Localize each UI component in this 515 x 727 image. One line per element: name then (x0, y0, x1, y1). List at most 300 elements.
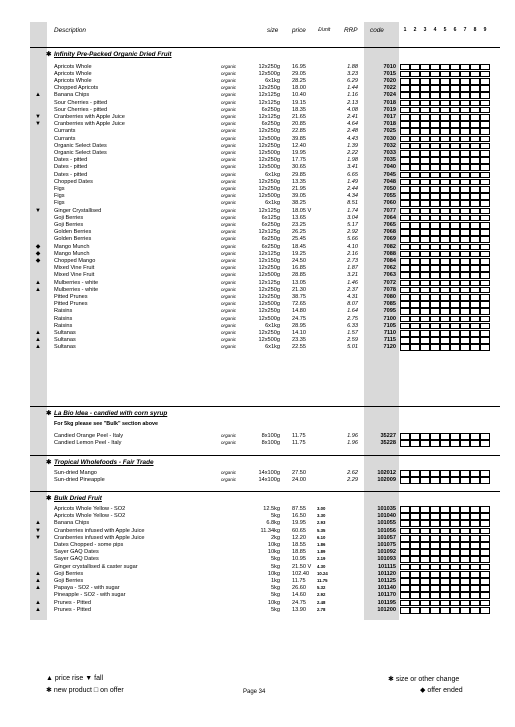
order-quantity-cell[interactable] (420, 308, 430, 315)
order-quantity-cell[interactable] (420, 571, 430, 578)
order-quantity-cell[interactable] (450, 200, 460, 207)
order-quantity-cell[interactable] (460, 121, 470, 128)
order-quantity-cell[interactable] (450, 316, 460, 323)
order-quantity-cell[interactable] (410, 136, 420, 143)
order-quantity-cell[interactable] (420, 280, 430, 287)
order-quantity-cell[interactable] (470, 258, 480, 265)
order-quantity-cell[interactable] (460, 208, 470, 215)
order-quantity-cell[interactable] (430, 193, 440, 200)
order-quantity-cell[interactable] (460, 280, 470, 287)
order-quantity-cell[interactable] (410, 100, 420, 107)
order-quantity-cell[interactable] (410, 301, 420, 308)
order-quantity-cell[interactable] (430, 294, 440, 301)
order-quantity-cell[interactable] (430, 265, 440, 272)
order-quantity-cell[interactable] (410, 107, 420, 114)
order-quantity-cell[interactable] (410, 571, 420, 578)
order-quantity-cell[interactable] (440, 78, 450, 85)
order-quantity-cell[interactable] (460, 542, 470, 549)
order-quantity-cell[interactable] (450, 186, 460, 193)
order-quantity-cell[interactable] (450, 272, 460, 279)
order-quantity-cell[interactable] (440, 258, 450, 265)
order-quantity-cell[interactable] (400, 150, 410, 157)
order-quantity-cell[interactable] (420, 323, 430, 330)
order-quantity-cell[interactable] (420, 272, 430, 279)
order-quantity-cell[interactable] (480, 251, 490, 258)
order-quantity-cell[interactable] (480, 150, 490, 157)
order-quantity-cell[interactable] (480, 128, 490, 135)
order-quantity-cell[interactable] (410, 251, 420, 258)
order-quantity-cell[interactable] (430, 236, 440, 243)
order-quantity-cell[interactable] (420, 208, 430, 215)
order-quantity-cell[interactable] (400, 470, 410, 477)
order-quantity-cell[interactable] (400, 128, 410, 135)
order-quantity-cell[interactable] (410, 244, 420, 251)
order-quantity-cell[interactable] (400, 542, 410, 549)
order-quantity-cell[interactable] (470, 337, 480, 344)
order-quantity-cell[interactable] (470, 592, 480, 599)
order-quantity-cell[interactable] (470, 92, 480, 99)
order-quantity-cell[interactable] (420, 600, 430, 607)
order-quantity-cell[interactable] (460, 571, 470, 578)
order-quantity-cell[interactable] (420, 193, 430, 200)
order-quantity-cell[interactable] (440, 85, 450, 92)
order-quantity-cell[interactable] (430, 164, 440, 171)
order-quantity-cell[interactable] (430, 179, 440, 186)
order-quantity-cell[interactable] (470, 308, 480, 315)
order-quantity-cell[interactable] (430, 157, 440, 164)
order-quantity-cell[interactable] (440, 520, 450, 527)
order-quantity-cell[interactable] (440, 179, 450, 186)
order-quantity-cell[interactable] (460, 316, 470, 323)
order-quantity-cell[interactable] (420, 549, 430, 556)
order-quantity-cell[interactable] (400, 208, 410, 215)
order-quantity-cell[interactable] (450, 344, 460, 351)
order-quantity-cell[interactable] (400, 179, 410, 186)
order-quantity-cell[interactable] (410, 200, 420, 207)
order-quantity-cell[interactable] (410, 528, 420, 535)
order-quantity-cell[interactable] (430, 272, 440, 279)
order-quantity-cell[interactable] (470, 236, 480, 243)
order-quantity-cell[interactable] (400, 585, 410, 592)
order-quantity-cell[interactable] (470, 294, 480, 301)
order-quantity-cell[interactable] (480, 179, 490, 186)
order-quantity-cell[interactable] (470, 607, 480, 614)
order-quantity-cell[interactable] (410, 600, 420, 607)
order-quantity-cell[interactable] (440, 186, 450, 193)
order-quantity-cell[interactable] (400, 71, 410, 78)
order-quantity-cell[interactable] (450, 71, 460, 78)
order-quantity-cell[interactable] (430, 528, 440, 535)
order-quantity-cell[interactable] (420, 337, 430, 344)
order-quantity-cell[interactable] (440, 236, 450, 243)
order-quantity-cell[interactable] (470, 78, 480, 85)
order-quantity-cell[interactable] (400, 114, 410, 121)
order-quantity-cell[interactable] (440, 222, 450, 229)
order-quantity-cell[interactable] (470, 244, 480, 251)
order-quantity-cell[interactable] (480, 506, 490, 513)
order-quantity-cell[interactable] (410, 549, 420, 556)
order-quantity-cell[interactable] (400, 280, 410, 287)
order-quantity-cell[interactable] (440, 571, 450, 578)
order-quantity-cell[interactable] (410, 585, 420, 592)
order-quantity-cell[interactable] (400, 222, 410, 229)
order-quantity-cell[interactable] (410, 114, 420, 121)
order-quantity-cell[interactable] (420, 128, 430, 135)
order-quantity-cell[interactable] (430, 208, 440, 215)
order-quantity-cell[interactable] (480, 316, 490, 323)
order-quantity-cell[interactable] (430, 258, 440, 265)
order-quantity-cell[interactable] (400, 215, 410, 222)
order-quantity-cell[interactable] (400, 92, 410, 99)
order-quantity-cell[interactable] (440, 193, 450, 200)
order-quantity-cell[interactable] (460, 186, 470, 193)
order-quantity-cell[interactable] (470, 571, 480, 578)
order-quantity-cell[interactable] (480, 229, 490, 236)
order-quantity-cell[interactable] (400, 157, 410, 164)
order-quantity-cell[interactable] (420, 433, 430, 440)
order-quantity-cell[interactable] (420, 215, 430, 222)
order-quantity-cell[interactable] (410, 280, 420, 287)
order-quantity-cell[interactable] (430, 323, 440, 330)
order-quantity-cell[interactable] (450, 600, 460, 607)
order-quantity-cell[interactable] (440, 92, 450, 99)
order-quantity-cell[interactable] (470, 330, 480, 337)
order-quantity-cell[interactable] (410, 556, 420, 563)
order-quantity-cell[interactable] (470, 208, 480, 215)
order-quantity-cell[interactable] (440, 64, 450, 71)
order-quantity-cell[interactable] (450, 107, 460, 114)
order-quantity-cell[interactable] (450, 85, 460, 92)
order-quantity-cell[interactable] (480, 280, 490, 287)
order-quantity-cell[interactable] (400, 272, 410, 279)
order-quantity-cell[interactable] (480, 92, 490, 99)
order-quantity-cell[interactable] (450, 172, 460, 179)
order-quantity-cell[interactable] (450, 506, 460, 513)
order-quantity-cell[interactable] (420, 222, 430, 229)
order-quantity-cell[interactable] (420, 585, 430, 592)
order-quantity-cell[interactable] (470, 200, 480, 207)
order-quantity-cell[interactable] (450, 535, 460, 542)
order-quantity-cell[interactable] (400, 506, 410, 513)
order-quantity-cell[interactable] (460, 556, 470, 563)
order-quantity-cell[interactable] (420, 229, 430, 236)
order-quantity-cell[interactable] (430, 215, 440, 222)
order-quantity-cell[interactable] (450, 164, 460, 171)
order-quantity-cell[interactable] (470, 143, 480, 150)
order-quantity-cell[interactable] (470, 528, 480, 535)
order-quantity-cell[interactable] (430, 92, 440, 99)
order-quantity-cell[interactable] (480, 600, 490, 607)
order-quantity-cell[interactable] (480, 301, 490, 308)
order-quantity-cell[interactable] (480, 549, 490, 556)
order-quantity-cell[interactable] (470, 164, 480, 171)
order-quantity-cell[interactable] (480, 535, 490, 542)
order-quantity-cell[interactable] (450, 542, 460, 549)
order-quantity-cell[interactable] (420, 107, 430, 114)
order-quantity-cell[interactable] (440, 323, 450, 330)
order-quantity-cell[interactable] (410, 272, 420, 279)
order-quantity-cell[interactable] (480, 344, 490, 351)
order-quantity-cell[interactable] (400, 323, 410, 330)
order-quantity-cell[interactable] (470, 251, 480, 258)
order-quantity-cell[interactable] (400, 477, 410, 484)
order-quantity-cell[interactable] (470, 542, 480, 549)
order-quantity-cell[interactable] (410, 208, 420, 215)
order-quantity-cell[interactable] (400, 578, 410, 585)
order-quantity-cell[interactable] (480, 556, 490, 563)
order-quantity-cell[interactable] (460, 513, 470, 520)
order-quantity-cell[interactable] (410, 592, 420, 599)
order-quantity-cell[interactable] (480, 208, 490, 215)
order-quantity-cell[interactable] (420, 477, 430, 484)
order-quantity-cell[interactable] (450, 513, 460, 520)
order-quantity-cell[interactable] (440, 308, 450, 315)
order-quantity-cell[interactable] (420, 150, 430, 157)
order-quantity-cell[interactable] (440, 470, 450, 477)
order-quantity-cell[interactable] (440, 121, 450, 128)
order-quantity-cell[interactable] (420, 301, 430, 308)
order-quantity-cell[interactable] (410, 344, 420, 351)
order-quantity-cell[interactable] (460, 172, 470, 179)
order-quantity-cell[interactable] (470, 280, 480, 287)
order-quantity-cell[interactable] (420, 528, 430, 535)
order-quantity-cell[interactable] (460, 128, 470, 135)
order-quantity-cell[interactable] (440, 564, 450, 571)
order-quantity-cell[interactable] (430, 344, 440, 351)
order-quantity-cell[interactable] (410, 337, 420, 344)
order-quantity-cell[interactable] (430, 513, 440, 520)
order-quantity-cell[interactable] (440, 316, 450, 323)
order-quantity-cell[interactable] (430, 556, 440, 563)
order-quantity-cell[interactable] (470, 179, 480, 186)
order-quantity-cell[interactable] (460, 549, 470, 556)
order-quantity-cell[interactable] (470, 477, 480, 484)
order-quantity-cell[interactable] (440, 556, 450, 563)
order-quantity-cell[interactable] (420, 564, 430, 571)
order-quantity-cell[interactable] (470, 323, 480, 330)
order-quantity-cell[interactable] (430, 592, 440, 599)
order-quantity-cell[interactable] (460, 323, 470, 330)
order-quantity-cell[interactable] (400, 64, 410, 71)
order-quantity-cell[interactable] (400, 564, 410, 571)
order-quantity-cell[interactable] (460, 294, 470, 301)
order-quantity-cell[interactable] (410, 128, 420, 135)
order-quantity-cell[interactable] (400, 136, 410, 143)
order-quantity-cell[interactable] (440, 71, 450, 78)
order-quantity-cell[interactable] (480, 542, 490, 549)
order-quantity-cell[interactable] (400, 287, 410, 294)
order-quantity-cell[interactable] (420, 542, 430, 549)
order-quantity-cell[interactable] (450, 128, 460, 135)
order-quantity-cell[interactable] (480, 592, 490, 599)
order-quantity-cell[interactable] (440, 440, 450, 447)
order-quantity-cell[interactable] (450, 287, 460, 294)
order-quantity-cell[interactable] (410, 186, 420, 193)
order-quantity-cell[interactable] (460, 100, 470, 107)
order-quantity-cell[interactable] (480, 215, 490, 222)
order-quantity-cell[interactable] (420, 506, 430, 513)
order-quantity-cell[interactable] (470, 172, 480, 179)
order-quantity-cell[interactable] (400, 85, 410, 92)
order-quantity-cell[interactable] (410, 506, 420, 513)
order-quantity-cell[interactable] (470, 344, 480, 351)
order-quantity-cell[interactable] (400, 607, 410, 614)
order-quantity-cell[interactable] (450, 150, 460, 157)
order-quantity-cell[interactable] (400, 528, 410, 535)
order-quantity-cell[interactable] (400, 229, 410, 236)
order-quantity-cell[interactable] (450, 208, 460, 215)
order-quantity-cell[interactable] (430, 433, 440, 440)
order-quantity-cell[interactable] (430, 549, 440, 556)
order-quantity-cell[interactable] (460, 344, 470, 351)
order-quantity-cell[interactable] (470, 556, 480, 563)
order-quantity-cell[interactable] (470, 71, 480, 78)
order-quantity-cell[interactable] (480, 330, 490, 337)
order-quantity-cell[interactable] (460, 136, 470, 143)
order-quantity-cell[interactable] (480, 337, 490, 344)
order-quantity-cell[interactable] (480, 186, 490, 193)
order-quantity-cell[interactable] (480, 607, 490, 614)
order-quantity-cell[interactable] (410, 150, 420, 157)
order-quantity-cell[interactable] (410, 78, 420, 85)
order-quantity-cell[interactable] (420, 520, 430, 527)
order-quantity-cell[interactable] (470, 520, 480, 527)
order-quantity-cell[interactable] (420, 258, 430, 265)
order-quantity-cell[interactable] (410, 229, 420, 236)
order-quantity-cell[interactable] (440, 600, 450, 607)
order-quantity-cell[interactable] (420, 136, 430, 143)
order-quantity-cell[interactable] (420, 114, 430, 121)
order-quantity-cell[interactable] (410, 258, 420, 265)
order-quantity-cell[interactable] (420, 440, 430, 447)
order-quantity-cell[interactable] (410, 323, 420, 330)
order-quantity-cell[interactable] (400, 294, 410, 301)
order-quantity-cell[interactable] (480, 520, 490, 527)
order-quantity-cell[interactable] (440, 542, 450, 549)
order-quantity-cell[interactable] (480, 136, 490, 143)
order-quantity-cell[interactable] (460, 607, 470, 614)
order-quantity-cell[interactable] (440, 433, 450, 440)
order-quantity-cell[interactable] (480, 64, 490, 71)
order-quantity-cell[interactable] (420, 85, 430, 92)
order-quantity-cell[interactable] (400, 78, 410, 85)
order-quantity-cell[interactable] (450, 477, 460, 484)
order-quantity-cell[interactable] (420, 294, 430, 301)
order-quantity-cell[interactable] (470, 222, 480, 229)
order-quantity-cell[interactable] (480, 157, 490, 164)
order-quantity-cell[interactable] (450, 114, 460, 121)
order-quantity-cell[interactable] (450, 136, 460, 143)
order-quantity-cell[interactable] (430, 71, 440, 78)
order-quantity-cell[interactable] (450, 100, 460, 107)
order-quantity-cell[interactable] (440, 128, 450, 135)
order-quantity-cell[interactable] (480, 323, 490, 330)
order-quantity-cell[interactable] (460, 150, 470, 157)
order-quantity-cell[interactable] (440, 100, 450, 107)
order-quantity-cell[interactable] (400, 308, 410, 315)
order-quantity-cell[interactable] (400, 592, 410, 599)
order-quantity-cell[interactable] (470, 150, 480, 157)
order-quantity-cell[interactable] (400, 107, 410, 114)
order-quantity-cell[interactable] (440, 244, 450, 251)
order-quantity-cell[interactable] (430, 506, 440, 513)
order-quantity-cell[interactable] (470, 265, 480, 272)
order-quantity-cell[interactable] (470, 85, 480, 92)
order-quantity-cell[interactable] (450, 323, 460, 330)
order-quantity-cell[interactable] (450, 607, 460, 614)
order-quantity-cell[interactable] (400, 100, 410, 107)
order-quantity-cell[interactable] (440, 208, 450, 215)
order-quantity-cell[interactable] (430, 143, 440, 150)
order-quantity-cell[interactable] (450, 556, 460, 563)
order-quantity-cell[interactable] (430, 251, 440, 258)
order-quantity-cell[interactable] (400, 344, 410, 351)
order-quantity-cell[interactable] (440, 265, 450, 272)
order-quantity-cell[interactable] (430, 172, 440, 179)
order-quantity-cell[interactable] (480, 440, 490, 447)
order-quantity-cell[interactable] (400, 535, 410, 542)
order-quantity-cell[interactable] (440, 143, 450, 150)
order-quantity-cell[interactable] (420, 172, 430, 179)
order-quantity-cell[interactable] (450, 258, 460, 265)
order-quantity-cell[interactable] (440, 164, 450, 171)
order-quantity-cell[interactable] (450, 215, 460, 222)
order-quantity-cell[interactable] (400, 440, 410, 447)
order-quantity-cell[interactable] (440, 513, 450, 520)
order-quantity-cell[interactable] (460, 528, 470, 535)
order-quantity-cell[interactable] (420, 71, 430, 78)
order-quantity-cell[interactable] (420, 244, 430, 251)
order-quantity-cell[interactable] (480, 107, 490, 114)
order-quantity-cell[interactable] (460, 564, 470, 571)
order-quantity-cell[interactable] (460, 85, 470, 92)
order-quantity-cell[interactable] (420, 92, 430, 99)
order-quantity-cell[interactable] (400, 316, 410, 323)
order-quantity-cell[interactable] (410, 222, 420, 229)
order-quantity-cell[interactable] (460, 330, 470, 337)
order-quantity-cell[interactable] (480, 143, 490, 150)
order-quantity-cell[interactable] (450, 337, 460, 344)
order-quantity-cell[interactable] (470, 272, 480, 279)
order-quantity-cell[interactable] (470, 470, 480, 477)
order-quantity-cell[interactable] (470, 564, 480, 571)
order-quantity-cell[interactable] (420, 100, 430, 107)
order-quantity-cell[interactable] (450, 528, 460, 535)
order-quantity-cell[interactable] (440, 578, 450, 585)
order-quantity-cell[interactable] (460, 244, 470, 251)
order-quantity-cell[interactable] (460, 164, 470, 171)
order-quantity-cell[interactable] (430, 229, 440, 236)
order-quantity-cell[interactable] (440, 215, 450, 222)
order-quantity-cell[interactable] (430, 600, 440, 607)
order-quantity-cell[interactable] (460, 92, 470, 99)
order-quantity-cell[interactable] (410, 179, 420, 186)
order-quantity-cell[interactable] (430, 186, 440, 193)
order-quantity-cell[interactable] (460, 200, 470, 207)
order-quantity-cell[interactable] (480, 200, 490, 207)
order-quantity-cell[interactable] (470, 578, 480, 585)
order-quantity-cell[interactable] (410, 92, 420, 99)
order-quantity-cell[interactable] (410, 287, 420, 294)
order-quantity-cell[interactable] (400, 301, 410, 308)
order-quantity-cell[interactable] (400, 556, 410, 563)
order-quantity-cell[interactable] (460, 433, 470, 440)
order-quantity-cell[interactable] (460, 78, 470, 85)
order-quantity-cell[interactable] (470, 100, 480, 107)
order-quantity-cell[interactable] (480, 294, 490, 301)
order-quantity-cell[interactable] (450, 564, 460, 571)
order-quantity-cell[interactable] (480, 564, 490, 571)
